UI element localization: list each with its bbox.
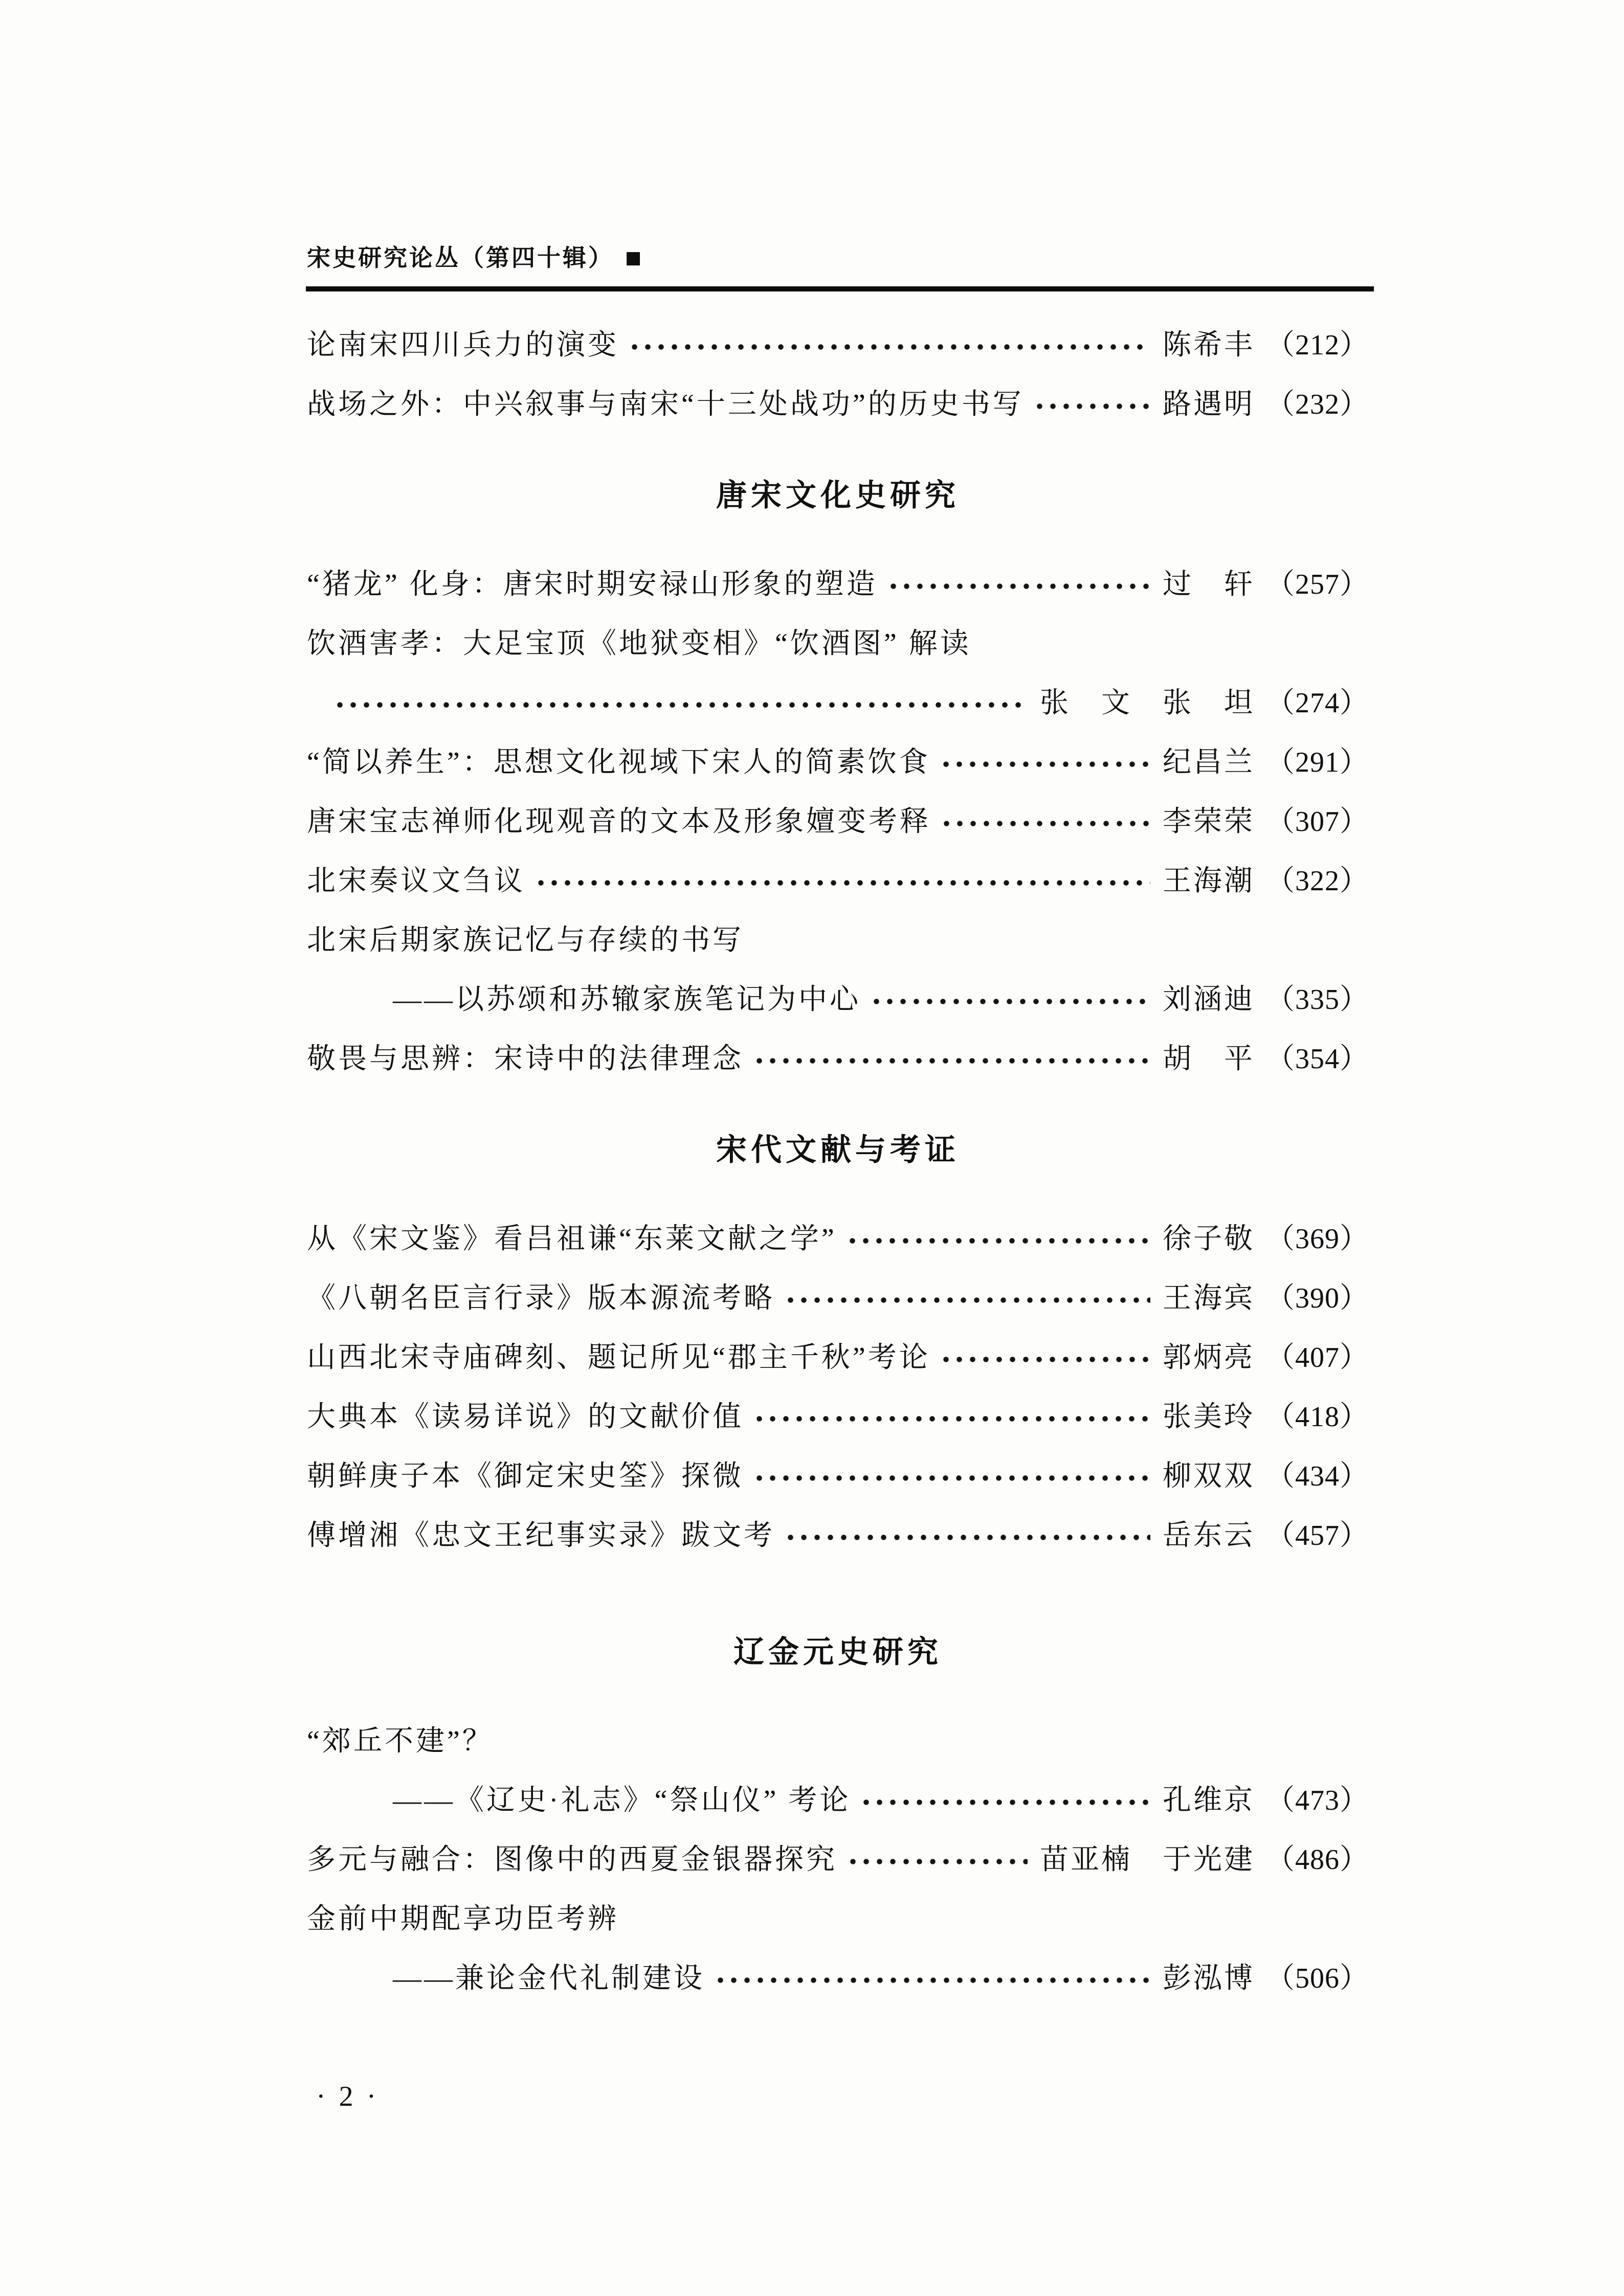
toc-entry-line — [307, 671, 1369, 730]
toc-entry-line — [307, 313, 1369, 372]
dot-leader — [943, 1356, 1150, 1363]
dot-leader — [717, 1977, 1150, 1984]
dot-leader — [849, 1237, 1150, 1244]
entry-authors: 柳双双 — [1163, 1460, 1255, 1492]
dot-leader — [787, 1297, 1150, 1303]
entry-title: 山西北宋寺庙碑刻、题记所见“郡主千秋”考论 — [307, 1342, 930, 1374]
entry-title: 北宋后期家族记忆与存续的书写 — [307, 925, 744, 956]
entry-title: “简以养生”：思想文化视域下宋人的简素饮食 — [307, 747, 930, 778]
entry-page-number: （307） — [1266, 806, 1369, 838]
page-number-footer: · 2 · — [316, 2081, 380, 2112]
entry-title: 多元与融合：图像中的西夏金银器探究 — [307, 1844, 837, 1876]
entry-page-number: （407） — [1266, 1342, 1369, 1374]
dot-leader — [538, 880, 1150, 886]
entry-title: ——以苏颂和苏辙家族笔记为中心 — [393, 984, 861, 1016]
entry-title: “郊丘不建”？ — [307, 1725, 494, 1757]
toc-entry-line — [307, 1768, 1369, 1828]
toc-entry-line — [307, 612, 1369, 671]
dot-leader — [943, 761, 1150, 768]
entry-title: ——《辽史·礼志》“祭山仪” 考论 — [393, 1785, 851, 1816]
entry-title: 北宋奏议文刍议 — [307, 865, 525, 897]
toc-entry-line — [307, 1946, 1369, 2006]
dot-leader — [756, 1475, 1150, 1481]
entry-authors: 岳东云 — [1163, 1520, 1255, 1551]
toc-entry-line — [307, 967, 1369, 1027]
toc-entry-line — [307, 1325, 1369, 1385]
entry-page-number: （232） — [1266, 389, 1369, 420]
entry-authors: 刘涵迪 — [1163, 984, 1255, 1016]
entry-page-number: （291） — [1266, 747, 1369, 778]
toc-entry-line — [307, 1266, 1369, 1325]
entry-page-number: （390） — [1266, 1282, 1369, 1314]
dot-leader — [890, 583, 1150, 590]
entry-page-number: （506） — [1266, 1963, 1369, 1994]
entry-title: 大典本《读易详说》的文献价值 — [307, 1401, 744, 1433]
dot-leader — [631, 344, 1150, 350]
toc-entry-line — [307, 1027, 1369, 1086]
dot-leader — [1036, 403, 1150, 410]
section-heading: 辽金元史研究 — [733, 1634, 942, 1670]
toc-entry-line — [307, 1385, 1369, 1444]
dot-leader — [337, 702, 1028, 708]
entry-page-number: （257） — [1266, 569, 1369, 600]
toc-entry-line — [307, 1503, 1369, 1563]
entry-page-number: （335） — [1266, 984, 1369, 1016]
entry-page-number: （457） — [1266, 1520, 1369, 1551]
dot-leader — [873, 998, 1150, 1005]
square-mark-icon: ■ — [625, 247, 644, 268]
entry-title: 傅增湘《忠文王纪事实录》跋文考 — [307, 1520, 775, 1551]
dot-leader — [756, 1057, 1150, 1064]
entry-page-number: （322） — [1266, 865, 1369, 897]
running-head — [307, 239, 643, 273]
toc-entry-line — [307, 1207, 1369, 1266]
entry-title: 唐宋宝志禅师化现观音的文本及形象嬗变考释 — [307, 806, 931, 838]
entry-title: 从《宋文鉴》看吕祖谦“东莱文献之学” — [307, 1223, 837, 1255]
entry-authors: 李荣荣 — [1163, 806, 1255, 838]
toc-entry-line — [307, 1887, 1369, 1946]
section-heading: 宋代文献与考证 — [716, 1132, 960, 1168]
entry-page-number: （473） — [1266, 1785, 1369, 1816]
entry-authors: 王海宾 — [1163, 1282, 1255, 1314]
entry-authors: 张美玲 — [1163, 1401, 1255, 1433]
entry-authors: 郭炳亮 — [1163, 1342, 1255, 1374]
entry-authors: 路遇明 — [1163, 389, 1255, 420]
entry-page-number: （212） — [1266, 329, 1369, 361]
header-rule — [306, 286, 1374, 291]
toc-entry-line — [307, 908, 1369, 967]
entry-authors: 孔维京 — [1163, 1785, 1255, 1816]
entry-title: 《八朝名臣言行录》版本源流考略 — [307, 1282, 775, 1314]
entry-authors: 徐子敬 — [1163, 1223, 1255, 1255]
entry-title: ——兼论金代礼制建设 — [393, 1963, 705, 1994]
dot-leader — [756, 1415, 1150, 1422]
entry-page-number: （418） — [1266, 1401, 1369, 1433]
entry-title: 金前中期配享功臣考辨 — [307, 1903, 619, 1935]
entry-authors: 彭泓博 — [1163, 1963, 1255, 1994]
toc-entry-line — [307, 730, 1369, 790]
entry-title: 论南宋四川兵力的演变 — [307, 329, 619, 361]
journal-title: 宋史研究论丛（第四十辑） — [307, 244, 614, 272]
entry-page-number: （486） — [1266, 1844, 1369, 1876]
toc-entry-line — [307, 849, 1369, 908]
entry-authors: 过 轩 — [1163, 569, 1255, 600]
toc-entry-line — [307, 552, 1369, 612]
toc-entry-line — [307, 1444, 1369, 1503]
dot-leader — [863, 1799, 1150, 1806]
entry-authors: 纪昌兰 — [1163, 747, 1255, 778]
entry-page-number: （354） — [1266, 1043, 1369, 1075]
entry-authors: 王海潮 — [1163, 865, 1255, 897]
entry-authors: 陈希丰 — [1163, 329, 1255, 361]
dot-leader — [787, 1534, 1150, 1541]
section-heading: 唐宋文化史研究 — [716, 478, 960, 513]
entry-authors: 胡 平 — [1163, 1043, 1255, 1075]
entry-page-number: （369） — [1266, 1223, 1369, 1255]
entry-title: 战场之外：中兴叙事与南宋“十三处战功”的历史书写 — [307, 389, 1024, 420]
entry-title: 朝鲜庚子本《御定宋史筌》探微 — [307, 1460, 744, 1492]
dot-leader — [850, 1858, 1028, 1865]
toc-entry-line — [307, 1709, 1369, 1768]
entry-authors: 张 文 张 坦 — [1040, 687, 1255, 719]
entry-authors: 苗亚楠 于光建 — [1040, 1844, 1255, 1876]
dot-leader — [943, 820, 1150, 827]
toc-entry-line — [307, 372, 1369, 432]
toc-entry-line — [307, 1828, 1369, 1887]
entry-title: 敬畏与思辨：宋诗中的法律理念 — [307, 1043, 744, 1075]
entry-page-number: （274） — [1266, 687, 1369, 719]
entry-title: “猪龙” 化身：唐宋时期安禄山形象的塑造 — [307, 569, 878, 600]
entry-title: 饮酒害孝：大足宝顶《地狱变相》“饮酒图” 解读 — [307, 628, 971, 660]
toc — [307, 313, 1369, 2006]
toc-entry-line — [307, 790, 1369, 849]
entry-page-number: （434） — [1266, 1460, 1369, 1492]
